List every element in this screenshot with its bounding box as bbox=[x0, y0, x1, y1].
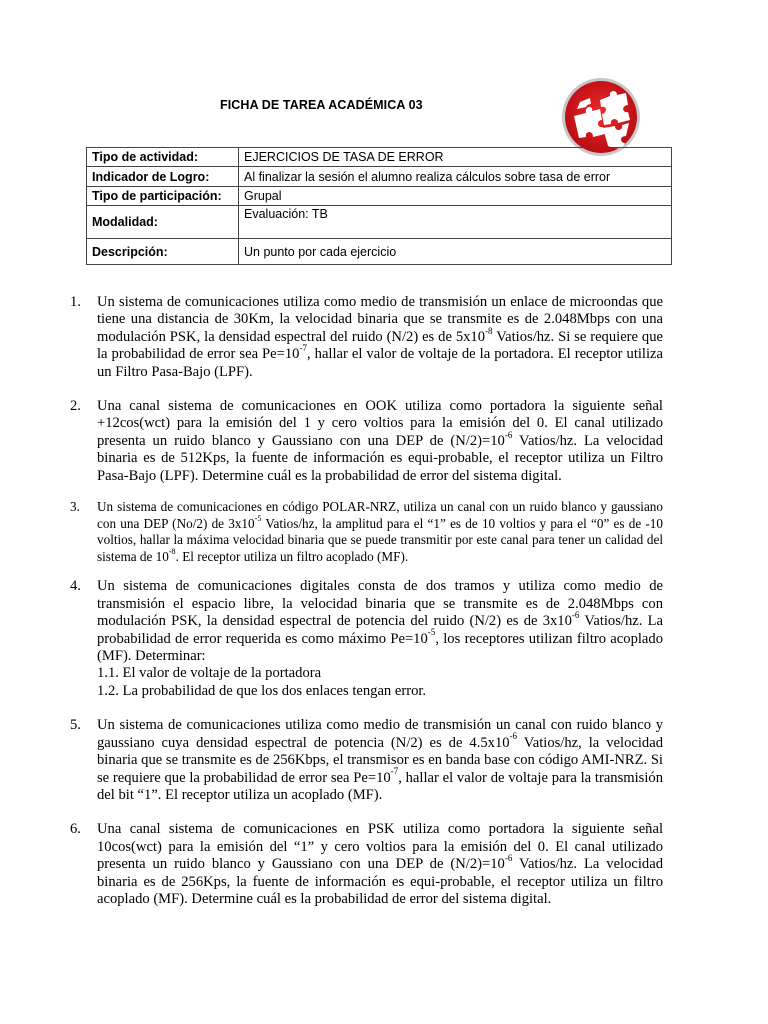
exercise-text: , hallar el valor de voltaje de la portadora. El receptor utiliza un Filtro Pasa-Bajo (LPF). bbox=[97, 346, 663, 380]
row-value: Grupal bbox=[239, 187, 672, 206]
activity-info-table bbox=[86, 147, 672, 265]
page-title: FICHA DE TAREA ACADÉMICA 03 bbox=[220, 98, 423, 112]
puzzle-logo-icon bbox=[560, 76, 642, 158]
exponent: -8 bbox=[485, 325, 493, 336]
exponent: -6 bbox=[571, 610, 580, 621]
row-label: Tipo de participación: bbox=[87, 187, 239, 206]
exercise-text: Un sistema de comunicaciones digitales consta de dos tramos y utiliza como medio de transmisión el espacio libre, la velocidad binaria que se transmite es de 2.048Mbps con modulación PSK, la densidad espectral de potencia del ruido (N/2) es de 3x10 bbox=[97, 578, 663, 630]
exercise-number: 5. bbox=[70, 717, 81, 734]
row-label: Descripción: bbox=[87, 239, 239, 265]
exponent: -6 bbox=[504, 852, 513, 863]
exercise-list bbox=[70, 294, 663, 908]
row-label: Modalidad: bbox=[87, 206, 239, 239]
exercise-text: Vatios/hz, la amplitud para el “1” es de 10 voltios y para el “0” es de -10 voltios, hallar la máxima velocidad binaria que se puede transmitir por este canal para tener un calidad del sistema de 10 bbox=[97, 515, 663, 564]
exercise-text: Un sistema de comunicaciones en código POLAR-NRZ, utiliza un canal con un ruido blanco y gaussiano con una DEP (No/2) de 3x10 bbox=[97, 499, 663, 531]
exercise-text: Vatios/hz. La velocidad binaria es de 256Kps, la fuente de información es equi-probable, el receptor utiliza un filtro acoplado (MF). Determine cuál es la probabilidad de error del sistema digital. bbox=[97, 856, 663, 907]
exercise-number: 2. bbox=[70, 398, 81, 415]
row-label: Indicador de Logro: bbox=[87, 167, 239, 187]
table-row bbox=[87, 148, 672, 167]
row-value: EJERCICIOS DE TASA DE ERROR bbox=[239, 148, 672, 167]
row-label: Tipo de actividad: bbox=[87, 148, 239, 167]
exponent: -5 bbox=[254, 514, 262, 524]
table-row bbox=[87, 239, 672, 265]
exercise-text: , los receptores utilizan filtro acoplado (MF). Determinar: bbox=[97, 630, 663, 665]
row-value: Evaluación: TB bbox=[239, 206, 672, 239]
exercise-item bbox=[70, 821, 663, 908]
exponent: -6 bbox=[504, 429, 513, 440]
exercise-text: Una canal sistema de comunicaciones en OOK utiliza como portadora la siguiente señal +12cos(wct) para la emisión del 1 y cero voltios para la emisión del 0. El canal utilizado presenta un ruido blanco y Gaussiano con una DEP de (N/2)=10 bbox=[97, 398, 663, 449]
exercise-text: , hallar el valor de voltaje para la transmisión del bit “1”. El receptor utiliza un acoplado (MF). bbox=[97, 769, 664, 803]
exercise-number: 6. bbox=[70, 821, 81, 838]
sub-question: 1.1. El valor de voltaje de la portadora bbox=[97, 665, 322, 682]
exponent: -5 bbox=[427, 627, 436, 638]
exercise-text: Vatios/hz. La velocidad binaria es de 512Kps, la fuente de información es equi-probable, el receptor utiliza un Filtro Pasa-Bajo (LPF). Determine cuál es la probabilidad de error del sistema digital. bbox=[97, 432, 663, 484]
exponent: -7 bbox=[299, 343, 308, 354]
row-value: Al finalizar la sesión el alumno realiza cálculos sobre tasa de error bbox=[239, 167, 672, 187]
table-row bbox=[87, 206, 672, 239]
exponent: -6 bbox=[509, 731, 518, 742]
exercise-number: 3. bbox=[70, 499, 80, 515]
exercise-number: 4. bbox=[70, 578, 81, 595]
exercise-text: Vatios/hz, la velocidad binaria que se transmite es de 256Kbps, el transmisor es en banda base con código AMI-NRZ. Si se requiere que la probabilidad de error sea Pe=10 bbox=[97, 734, 663, 786]
row-value: Un punto por cada ejercicio bbox=[239, 239, 672, 265]
exponent: -8 bbox=[168, 547, 176, 557]
exercise-item bbox=[70, 499, 663, 565]
exercise-item bbox=[70, 578, 663, 700]
exercise-text: . El receptor utiliza un filtro acoplado (MF). bbox=[175, 548, 409, 564]
exercise-item bbox=[70, 294, 663, 381]
exercise-text: Vatios/hz. La probabilidad de error requerida es como máximo Pe=10 bbox=[97, 613, 663, 647]
exercise-item bbox=[70, 398, 663, 485]
sub-question: 1.2. La probabilidad de que los dos enlaces tengan error. bbox=[97, 682, 427, 699]
exercise-number: 1. bbox=[70, 294, 81, 310]
exercise-item bbox=[70, 717, 663, 804]
table-row bbox=[87, 187, 672, 206]
table-row bbox=[87, 167, 672, 187]
exercise-text: Vatios/hz. Si se requiere que la probabilidad de error sea Pe=10 bbox=[97, 328, 663, 363]
exercise-text: Un sistema de comunicaciones utiliza como medio de transmisión un canal con ruido blanco y gaussiano cuya densidad espectral de potencia (N/2) es de 4.5x10 bbox=[97, 717, 663, 751]
exponent: -7 bbox=[390, 766, 399, 777]
exercise-text: Un sistema de comunicaciones utiliza como medio de transmisión un enlace de microondas que tiene una distancia de 30Km, la velocidad binaria que se transmite es de 2.048Mbps con una modulación PSK, la densidad espectral del ruido (N/2) es de 5x10 bbox=[97, 294, 663, 345]
exercise-text: Una canal sistema de comunicaciones en PSK utiliza como portadora la siguiente señal 10cos(wct) para la emisión del “1” y cero voltios para la emisión del 0. El canal utilizado presenta un ruido blanco y Gaussiano con una DEP de (N/2)=10 bbox=[97, 821, 663, 873]
